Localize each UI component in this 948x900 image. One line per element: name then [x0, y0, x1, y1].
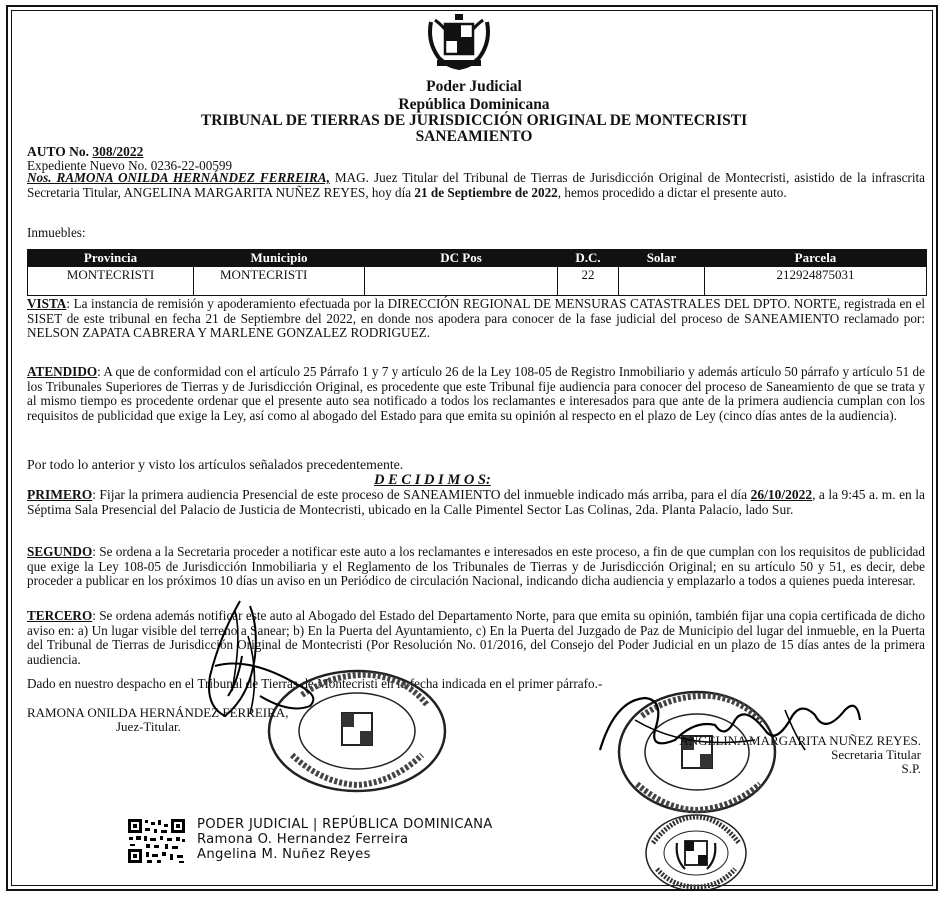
col-header-dc: D.C. — [558, 250, 619, 267]
footer-line1: PODER JUDICIAL | REPÚBLICA DOMINICANA — [197, 817, 493, 832]
inmuebles-table — [27, 249, 927, 296]
header-poder-judicial: Poder Judicial — [426, 78, 522, 95]
decidimos-heading: D E C I D I M O S: — [374, 472, 491, 488]
col-header-parcela: Parcela — [705, 250, 927, 267]
judge-name: RAMONA ONILDA HERNÁNDEZ FERREIRA, — [27, 705, 289, 720]
col-header-solar: Solar — [619, 250, 705, 267]
cell-municipio: MONTECRISTI — [194, 267, 365, 296]
col-header-municipio: Municipio — [194, 250, 365, 267]
secretary-title: Secretaria Titular — [831, 747, 921, 762]
inmuebles-label: Inmuebles: — [27, 225, 86, 240]
por-todo-text: Por todo lo anterior y visto los artículos señalados precedentemente. — [27, 457, 404, 472]
secretary-name: ANGELINA MARGARITA NUÑEZ REYES. — [679, 733, 921, 748]
coat-of-arms-icon — [423, 12, 495, 70]
intro-paragraph: Nos. RAMONA ONILDA HERNÁNDEZ FERREIRA, MAG. Juez Titular del Tribunal de Tierras de Jurisdicción Original de Montecristi, asistido de la infrascrita Secretaria Titular, ANGELINA MARGARITA NUÑEZ REYES, hoy día 21 de Septiembre de 2022, hemos procedido a dictar el presente auto. — [27, 170, 925, 200]
table-row — [28, 267, 927, 296]
auto-number: AUTO No. 308/2022 — [27, 144, 144, 159]
secretary-sp: S.P. — [901, 761, 921, 776]
atendido-paragraph: ATENDIDO: A que de conformidad con el artículo 25 Párrafo 1 y 7 y artículo 26 de la Ley 108-05 de Registro Inmobiliario y además artículo 50 párrafo y artículo 51 de los Tribunales Superiores de Tierras y de Jurisdicción Original, es procedente que este Tribunal fije audiencia para conocer del proceso de Saneamiento de que se trata y al mismo tiempo es procedente ordenar que el presente auto sea notificado a todos los reclamantes e interesados para que ante de la primera audiencia cumplan con los requisitos de publicidad que exige la Ley, así como al abogado del Estado para que emita su opinión al respecto en el plazo de Ley (cinco días antes de la audiencia). — [27, 364, 925, 423]
judge-title: Juez-Titular. — [116, 719, 181, 734]
segundo-paragraph: SEGUNDO: Se ordena a la Secretaria proceder a notificar este auto a los reclamantes e interesados en este proceso, a fin de que cumplan con los requisitos de publicidad que exige la Ley 108-05 de Jurisdicción Inmobiliaria y el Reglamento de los Tribunales de Tierras y de Jurisdicción Original; en su artículo 50 y 51, es decir, debe proceder a publicar en los próximos 10 días un aviso en un Periódico de circulación Nacional, indicando dicha audiencia y emplazarlo a todos a quienes pueda interesar. — [27, 544, 925, 589]
col-header-provincia: Provincia — [28, 250, 194, 267]
col-header-dc-pos: DC Pos — [365, 250, 558, 267]
cell-provincia: MONTECRISTI — [28, 267, 194, 296]
cell-solar — [619, 267, 705, 296]
footer-line2: Ramona O. Hernandez Ferreira — [197, 832, 409, 847]
footer-line3: Angelina M. Nuñez Reyes — [197, 847, 371, 862]
cell-parcela: 212924875031 — [705, 267, 927, 296]
header-tribunal: TRIBUNAL DE TIERRAS DE JURISDICCIÓN ORIGINAL DE MONTECRISTI — [200, 112, 748, 129]
qr-code-icon — [127, 818, 186, 864]
cell-dc: 22 — [558, 267, 619, 296]
primero-paragraph: PRIMERO: Fijar la primera audiencia Presencial de este proceso de SANEAMIENTO del inmueble indicado más arriba, para el día 26/10/2022, a la 9:45 a. m. en la Séptima Sala Presencial del Palacio de Justicia de Montecristi, ubicado en la Calle Pimentel Sector Las Colinas, 2da. Planta Palacio, lado Sur. — [27, 487, 925, 518]
cell-dc-pos — [365, 267, 558, 296]
secretary-signature — [595, 690, 865, 760]
tercero-paragraph: TERCERO: Se ordena además notificar este auto al Abogado del Estado del Departamento Norte, para que emita su opinión, también fijar una copia certificada de dicho aviso en: a) Un lugar visible del terreno a Sanear; b) En la Puerta del Ayuntamiento, c) En la Puerta del Juzgado de Paz de Municipio del lugar del inmueble, en la Puerta del Tribunal de Tierras de Jurisdicción Original de Montecristi (Por Resolución No. 01/2016, del Consejo del Poder Judicial en un plazo de 15 días antes de la primera audiencia. — [27, 608, 925, 667]
dado-text: Dado en nuestro despacho en el Tribunal de Tierras de Montecristi en la fecha indicada en el primer párrafo.- — [27, 676, 603, 691]
poder-judicial-seal — [643, 813, 749, 889]
expediente: Expediente Nuevo No. 0236-22-00599 — [27, 158, 233, 173]
vista-paragraph: VISTA: La instancia de remisión y apoderamiento efectuada por la DIRECCIÓN REGIONAL DE MENSURAS CATASTRALES DEL DPTO. NORTE, registrada en el SISET de este tribunal en fecha 21 de Septiembre del 2022, en donde nos apodera para conocer de la fase judicial del proceso de SANEAMIENTO reclamado por: NELSON ZAPATA CABRERA Y MARLENE GONZALEZ RODRIGUEZ. — [27, 296, 925, 341]
header-republica: República Dominicana — [398, 96, 550, 113]
header-saneamiento: SANEAMIENTO — [415, 128, 533, 145]
